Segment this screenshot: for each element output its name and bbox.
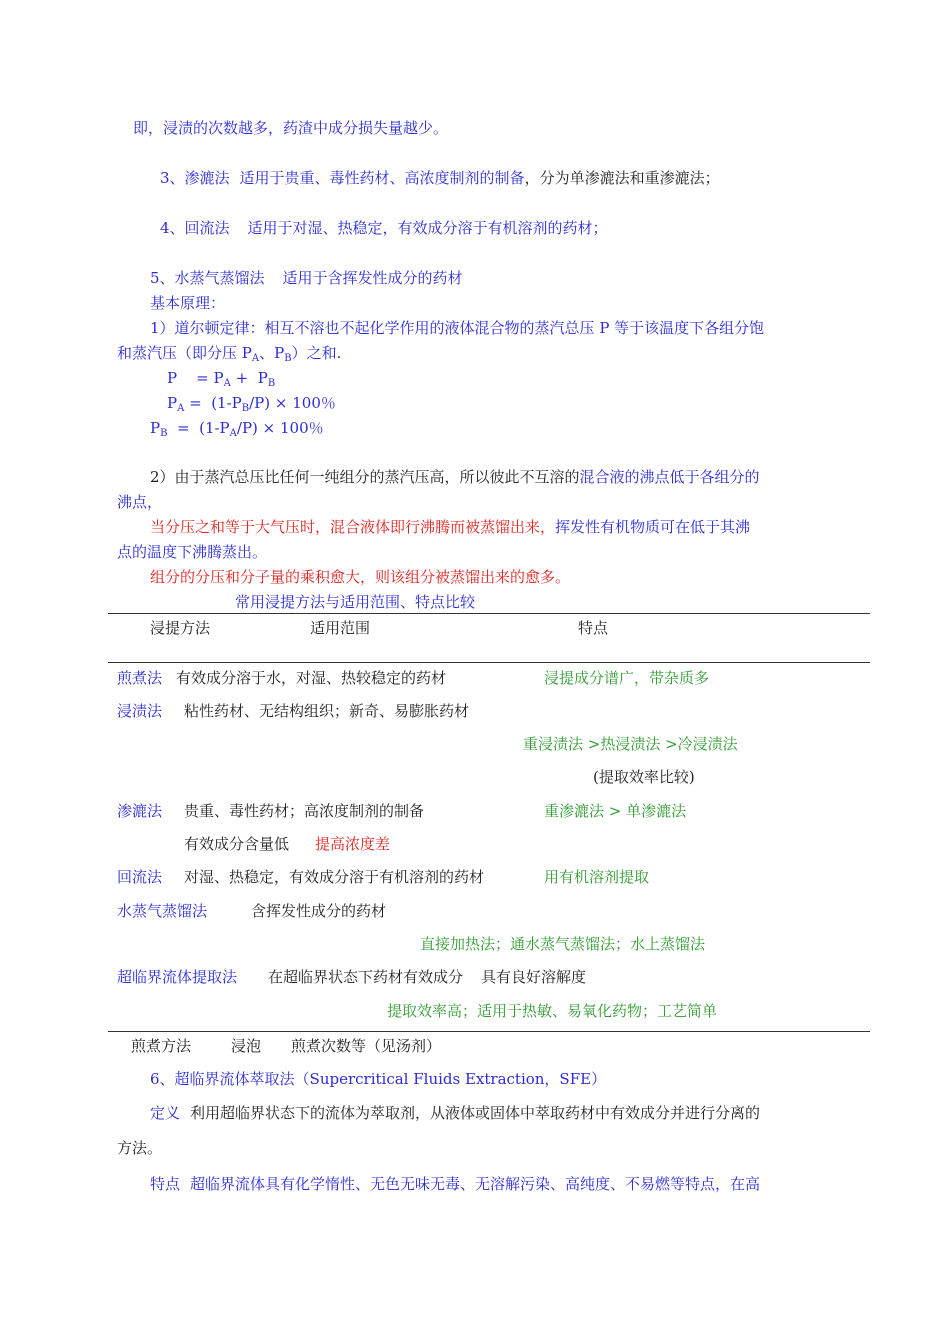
table-row-6-scope-text: 具有良好溶解度 <box>481 968 587 986</box>
table-header-feature: 特点 <box>578 619 609 637</box>
method-5-title: 5、水蒸气蒸馏法 <box>150 269 265 287</box>
red-note-1-line-1 <box>150 517 750 537</box>
table-row-3-scope-2 <box>184 834 390 854</box>
formula-text: + P <box>230 369 268 387</box>
dalton-law-text: ）之和. <box>291 344 342 362</box>
definition-text: 利用超临界状态下的流体为萃取剂，从液体或固体中萃取药材中有效成分并进行分离的 <box>190 1104 761 1122</box>
method-6-feature-line <box>150 1174 760 1194</box>
subscript-b: B <box>160 428 168 439</box>
table-row-2-feature: 重浸渍法 >热浸渍法 >冷浸渍法 <box>523 735 738 753</box>
table-foot-method: 煎煮方法 <box>131 1037 192 1055</box>
table-row-1-method: 煎煮法 <box>117 669 163 687</box>
formula-text: P <box>150 419 161 437</box>
point-2-text: 2）由于蒸汽总压比任何一纯组分的蒸汽压高，所以彼此不互溶的 <box>150 468 580 486</box>
subscript-b: B <box>241 403 250 414</box>
table-header-method: 浸提方法 <box>150 619 211 637</box>
definition-label: 定义 <box>150 1104 181 1122</box>
table-foot-times: 煎煮次数等（见汤剂） <box>291 1037 442 1055</box>
method-4-line <box>160 218 608 238</box>
table-row-3-scope-2-text: 有效成分含量低 <box>184 835 290 853</box>
table-row-3-feature: 重渗漉法 > 单渗漉法 <box>544 802 687 820</box>
formula-text: = (1-P <box>167 419 230 437</box>
dalton-law-text: 和蒸汽压（即分压 P <box>117 344 252 362</box>
formula-total-pressure <box>167 368 275 388</box>
red-note-2: 组分的分压和分子量的乘积愈大，则该组分被蒸馏出来的愈多。 <box>150 568 571 586</box>
method-6-def-line-1 <box>150 1103 760 1123</box>
table-foot-soak: 浸泡 <box>231 1037 262 1055</box>
table-header-scope: 适用范围 <box>310 619 371 637</box>
table-row-6-method: 超临界流体提取法 <box>117 968 238 986</box>
formula-text: /P) × 100％ <box>236 419 324 437</box>
formula-pa <box>167 393 336 413</box>
dalton-law-line-2 <box>117 343 341 363</box>
table-row-1-scope: 有效成分溶于水，对湿、热较稳定的药材 <box>176 669 447 687</box>
method-6-def-line-2: 方法。 <box>117 1139 163 1157</box>
method-3-line <box>160 168 720 188</box>
feature-label: 特点 <box>150 1175 181 1193</box>
formula-text: P <box>167 394 178 412</box>
table-row-3-method: 渗漉法 <box>117 802 163 820</box>
point-2-line-2: 沸点， <box>117 493 163 511</box>
table-row-4-method: 回流法 <box>117 868 163 886</box>
red-note-1-line-2: 点的温度下沸腾蒸出。 <box>117 543 268 561</box>
subscript-b: B <box>267 378 276 389</box>
table-row-5-feature: 直接加热法；通水蒸气蒸馏法；水上蒸馏法 <box>420 935 706 953</box>
method-3-desc-tail: ，分为单渗漉法和重渗漉法； <box>524 169 720 187</box>
method-4-title: 4、回流法 <box>160 219 230 237</box>
method-5-line <box>150 268 463 288</box>
formula-text: /P) × 100％ <box>249 394 336 412</box>
table-row-1-feature: 浸提成分谱广，带杂质多 <box>544 669 710 687</box>
table-row-4-scope: 对湿、热稳定，有效成分溶于有机溶剂的药材 <box>184 868 485 886</box>
point-2-line-1 <box>150 467 760 487</box>
dalton-law-text: 、P <box>259 344 285 362</box>
subscript-a: A <box>223 378 231 389</box>
formula-text: = (1-P <box>184 394 242 412</box>
red-note-blue-text: 挥发性有机物质可在低于其沸 <box>555 518 751 536</box>
subscript-b: B <box>284 353 292 364</box>
subscript-a: A <box>177 403 185 414</box>
basic-principle-label: 基本原理： <box>150 294 226 312</box>
table-row-4-feature: 用有机溶剂提取 <box>544 868 650 886</box>
table-row-3-scope-2-red: 提高浓度差 <box>315 835 391 853</box>
table-row-5-scope: 含挥发性成分的药材 <box>251 902 387 920</box>
table-header-rule <box>108 662 870 663</box>
red-note-text: 当分压之和等于大气压时，混合液体即行沸腾而被蒸馏出来， <box>150 518 556 536</box>
table-row-5-method: 水蒸气蒸馏法 <box>117 902 208 920</box>
table-top-rule <box>108 613 870 614</box>
point-2-highlight: 混合液的沸点低于各组分的 <box>579 468 760 486</box>
method-6-title: 6、超临界流体萃取法（Supercritical Fluids Extraction，SFE） <box>150 1070 607 1088</box>
method-3-desc: 适用于贵重、毒性药材、高浓度制剂的制备 <box>239 169 525 187</box>
formula-pb <box>150 418 324 438</box>
subscript-a: A <box>229 428 237 439</box>
feature-text: 超临界流体具有化学惰性、无色无味无毒、无溶解污染、高纯度、不易燃等特点，在高 <box>190 1175 761 1193</box>
table-row-3-scope: 贵重、毒性药材；高浓度制剂的制备 <box>184 802 425 820</box>
table-row-6-feature: 提取效率高；适用于热敏、易氧化药物；工艺简单 <box>387 1002 718 1020</box>
table-caption: 常用浸提方法与适用范围、特点比较 <box>235 593 476 611</box>
table-bottom-rule <box>108 1031 870 1032</box>
method-5-desc: 适用于含挥发性成分的药材 <box>282 269 463 287</box>
table-row-2-method: 浸渍法 <box>117 702 163 720</box>
table-row-6-scope-text: 在超临界状态下药材有效成分 <box>268 968 464 986</box>
table-row-2-note: (提取效率比较) <box>593 768 695 786</box>
formula-text: P = P <box>167 369 224 387</box>
method-3-title: 3、渗漉法 <box>160 169 230 187</box>
method-4-desc: 适用于对湿、热稳定，有效成分溶于有机溶剂的药材； <box>247 219 608 237</box>
table-row-2-scope: 粘性药材、无结构组织；新奇、易膨胀药材 <box>184 702 470 720</box>
subscript-a: A <box>251 353 260 364</box>
para-top: 即，浸渍的次数越多，药渣中成分损失量越少。 <box>133 119 449 137</box>
table-row-6-scope <box>268 967 586 987</box>
dalton-law-line-1: 1）道尔顿定律：相互不溶也不起化学作用的液体混合物的蒸汽总压 P 等于该温度下各组分饱 <box>150 319 765 337</box>
